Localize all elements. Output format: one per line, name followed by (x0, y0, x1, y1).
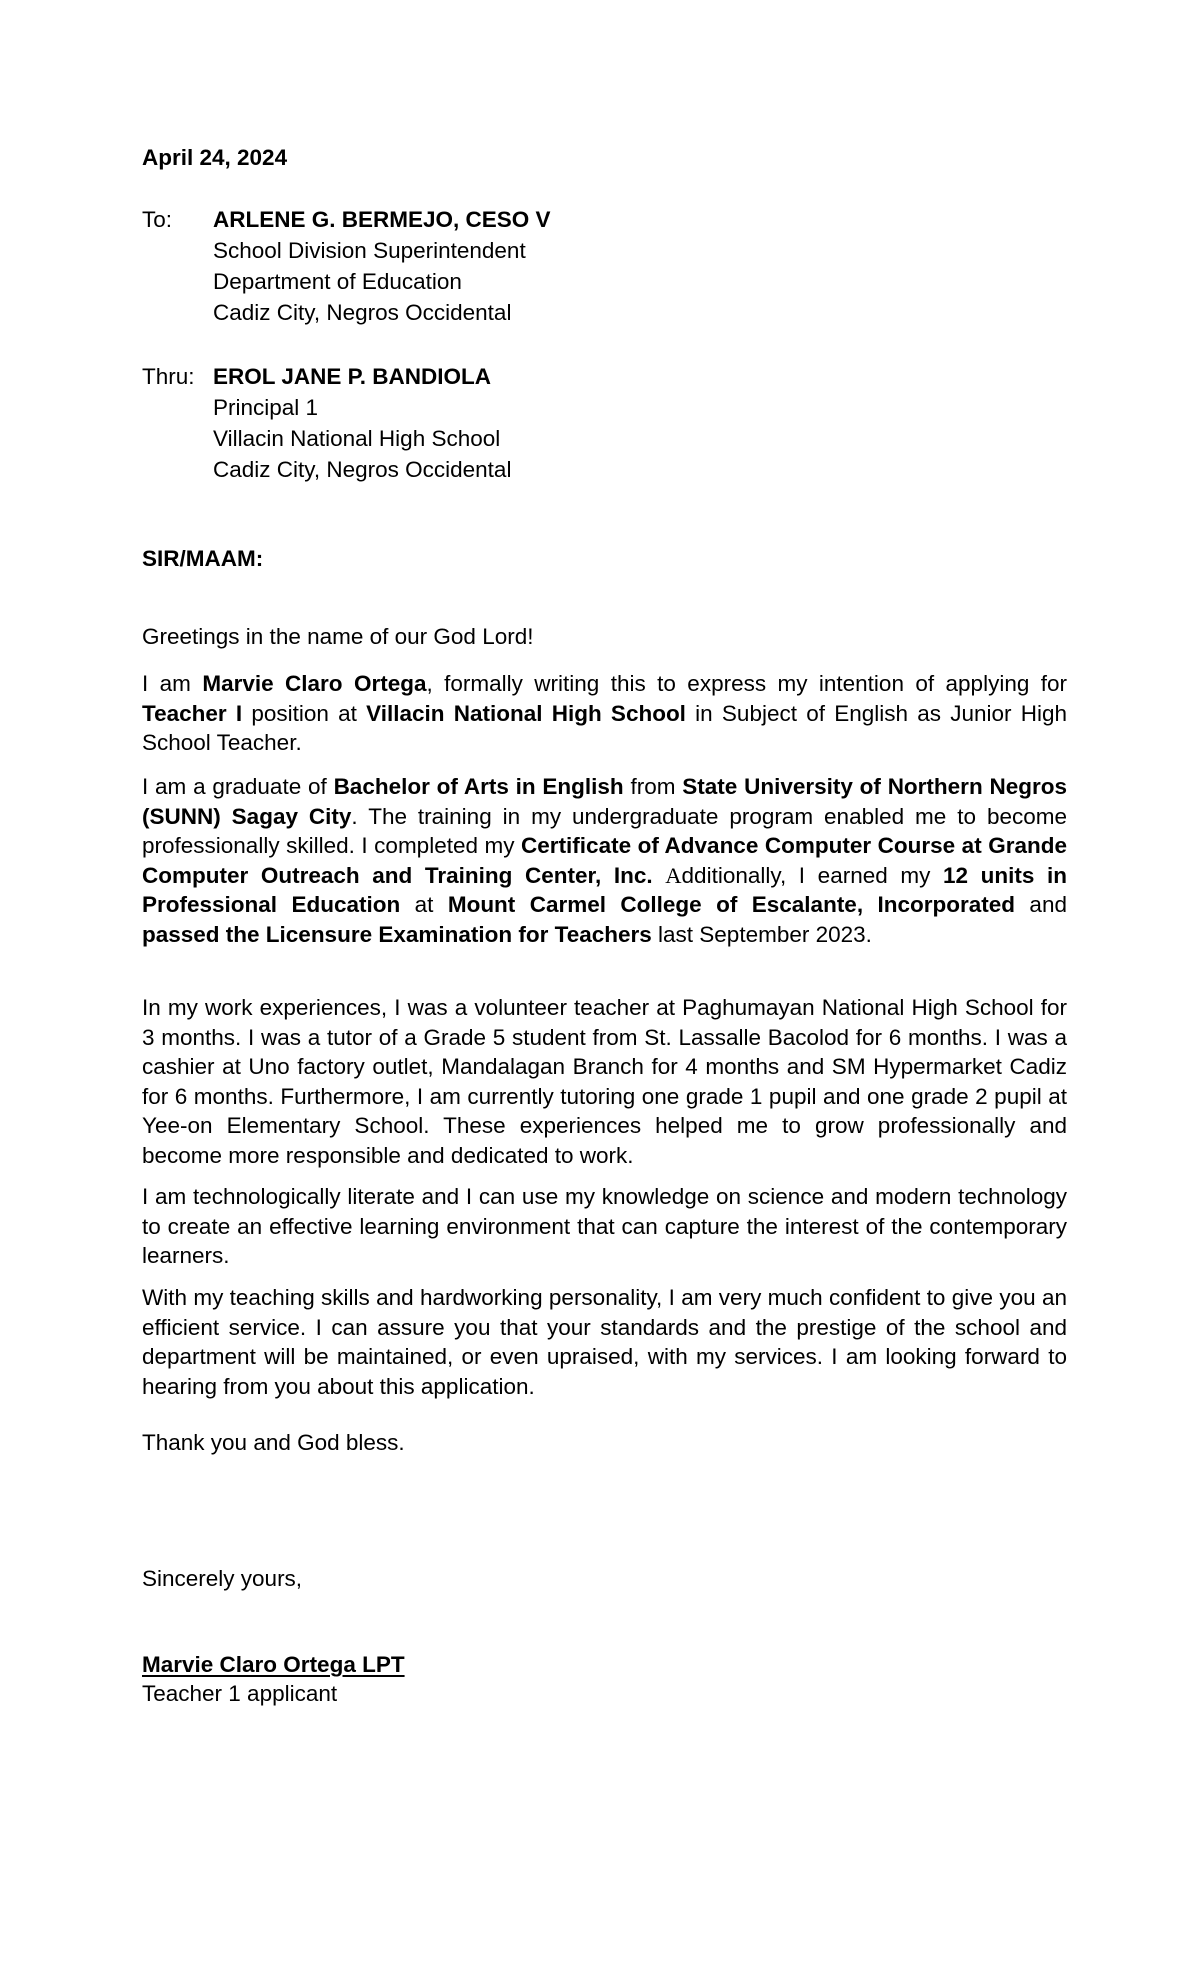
greeting: Greetings in the name of our God Lord! (142, 624, 534, 649)
salutation: SIR/MAAM: (142, 546, 264, 571)
signer-title: Teacher 1 applicant (142, 1681, 338, 1706)
to-address-line: School Division Superintendent (213, 238, 526, 263)
thru-address-line: Cadiz City, Negros Occidental (213, 457, 512, 482)
thru-recipient-name: EROL JANE P. BANDIOLA (213, 364, 491, 389)
thru-address-line: Principal 1 (213, 395, 319, 420)
paragraph-education: I am a graduate of Bachelor of Arts in English from State University of Northern Negros (SUNN) Sagay City. The training in my undergraduate program enabled me to become professionally skilled. I completed my Certificate of Advance Computer Course at Grande Computer Outreach and Training Center, Inc. Additionally, I earned my 12 units in Professional Education at Mount Carmel College of Escalante, Incorporated and passed the Licensure Examination for Teachers last September 2023. (142, 774, 1067, 947)
applicant-name: Marvie Claro Ortega (202, 671, 427, 696)
certificate: Certificate of Advance Computer Course at Grande Computer Outreach and Training Center, Inc. (142, 833, 1067, 888)
to-address (213, 204, 913, 328)
thru-address (213, 361, 913, 485)
signer-name: Marvie Claro Ortega LPT (142, 1652, 405, 1677)
paragraph-confidence: With my teaching skills and hardworking personality, I am very much confident to give you an efficient service. I can assure you that your standards and the prestige of the school and department will be maintained, or even upraised, with my services. I am looking forward to hearing from you about this application. (142, 1285, 1067, 1399)
letter-date: April 24, 2024 (142, 145, 288, 170)
thru-label: Thru: (142, 364, 195, 389)
position-name: Teacher I (142, 700, 243, 726)
thru-address-line: Villacin National High School (213, 426, 501, 451)
degree: Bachelor of Arts in English (333, 774, 624, 799)
paragraph-technology: I am technologically literate and I can use my knowledge on science and modern technology to create an effective learning environment that can capture the interest of the contemporary learners. (142, 1184, 1067, 1268)
to-address-line: Department of Education (213, 269, 462, 294)
to-address-line: Cadiz City, Negros Occidental (213, 300, 512, 325)
professional-units: 12 units in Professional Education (142, 862, 1067, 917)
sign-off: Sincerely yours, (142, 1566, 303, 1591)
university: State University of Northern Negros (SUNN) Sagay City (142, 774, 1067, 829)
signature-block (142, 1650, 405, 1708)
paragraph-intent: I am Marvie Claro Ortega, formally writing this to express my intention of applying for Teacher I position at Villacin National High School in Subject of English as Junior High School Teacher. (142, 671, 1068, 755)
licensure: passed the Licensure Examination for Teachers (142, 921, 652, 947)
college: Mount Carmel College of Escalante, Incorporated (447, 892, 1016, 917)
paragraph-experience: In my work experiences, I was a volunteer teacher at Paghumayan National High School for 3 months. I was a tutor of a Grade 5 student from St. Lassalle Bacolod for 6 months. I was a cashier at Uno factory outlet, Mandalagan Branch for 4 months and SM Hypermarket Cadiz for 6 months. Furthermore, I am currently tutoring one grade 1 pupil and one grade 2 pupil at Yee-on Elementary School. These experiences helped me to grow professionally and become more responsible and dedicated to work. (142, 995, 1067, 1168)
to-recipient-name: ARLENE G. BERMEJO, CESO V (213, 207, 551, 232)
closing-thanks: Thank you and God bless. (142, 1430, 405, 1455)
to-label: To: (142, 207, 173, 232)
school-name: Villacin National High School (366, 700, 686, 726)
